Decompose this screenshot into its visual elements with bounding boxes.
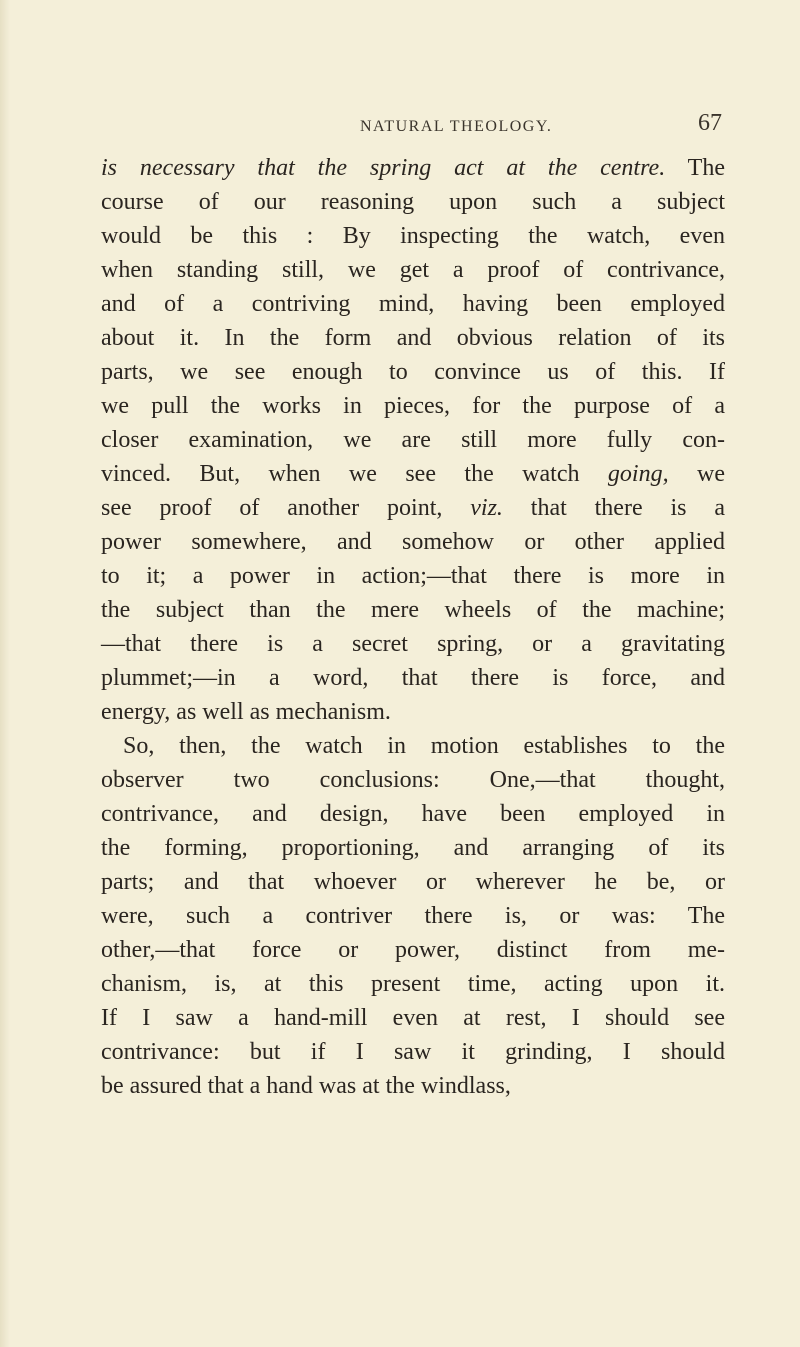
text-line [101,525,725,559]
text-line [101,185,725,219]
body-text [101,151,725,1103]
text-line [101,423,725,457]
text-run: when standing still, we get a proof of contrivance, [101,257,725,283]
paragraph [101,729,725,1103]
text-run: contrivance, and design, have been employed in [101,801,725,827]
text-line [101,661,725,695]
text-line [101,797,725,831]
italic-text: viz. [470,495,503,521]
text-line [101,151,725,185]
text-line [101,287,725,321]
text-run: chanism, is, at this present time, acting upon it. [101,971,725,997]
text-run: the subject than the mere wheels of the machine; [101,597,725,623]
text-run: to it; a power in action;—that there is more in [101,563,725,589]
text-line [101,729,725,763]
text-line [101,219,725,253]
italic-text: going, [607,461,669,487]
text-line [101,831,725,865]
text-run: The [665,155,725,181]
text-run: contrivance: but if I saw it grinding, I should [101,1039,725,1065]
text-run: parts, we see enough to convince us of this. If [101,359,725,385]
text-run: other,—that force or power, distinct from me- [101,937,725,963]
text-line [101,389,725,423]
text-run: So, then, the watch in motion establishes to the [123,733,725,759]
text-line [101,491,725,525]
text-run: —that there is a secret spring, or a gravitating [101,631,725,657]
text-line [101,933,725,967]
text-line [101,763,725,797]
running-head: NATURAL THEOLOGY. [360,118,553,135]
text-run: energy, as well as mechanism. [101,699,391,725]
text-line [101,865,725,899]
text-run: we [668,461,726,487]
text-line [101,967,725,1001]
text-line [101,559,725,593]
text-run: we pull the works in pieces, for the purpose of a [101,393,725,419]
page-header [190,110,722,140]
text-line [101,253,725,287]
text-run: plummet;—in a word, that there is force, and [101,665,725,691]
text-run: be assured that a hand was at the windlass, [101,1073,511,1099]
text-line [101,627,725,661]
page-number: 67 [698,110,722,136]
page-binding-edge [0,0,10,1347]
text-run: that there is a [502,495,725,521]
text-line [101,457,725,491]
text-run: the forming, proportioning, and arranging of its [101,835,725,861]
text-run: parts; and that whoever or wherever he be, or [101,869,725,895]
text-line [101,593,725,627]
text-run: about it. In the form and obvious relation of its [101,325,725,351]
text-run: vinced. But, when we see the watch [101,461,608,487]
text-run: power somewhere, and somehow or other applied [101,529,725,555]
text-line [101,321,725,355]
text-line [101,695,725,729]
text-line [101,899,725,933]
text-line [101,355,725,389]
text-line [101,1001,725,1035]
text-run: If I saw a hand-mill even at rest, I should see [101,1005,725,1031]
text-run: course of our reasoning upon such a subject [101,189,725,215]
text-run: would be this : By inspecting the watch, even [101,223,725,249]
text-run: and of a contriving mind, having been employed [101,291,725,317]
paragraph [101,151,725,729]
text-line [101,1035,725,1069]
text-run: see proof of another point, [101,495,471,521]
text-run: observer two conclusions: One,—that thought, [101,767,725,793]
text-line [101,1069,725,1103]
text-run: were, such a contriver there is, or was: The [101,903,725,929]
italic-text: is necessary that the spring act at the centre. [101,155,666,181]
text-run: closer examination, we are still more fully con- [101,427,725,453]
